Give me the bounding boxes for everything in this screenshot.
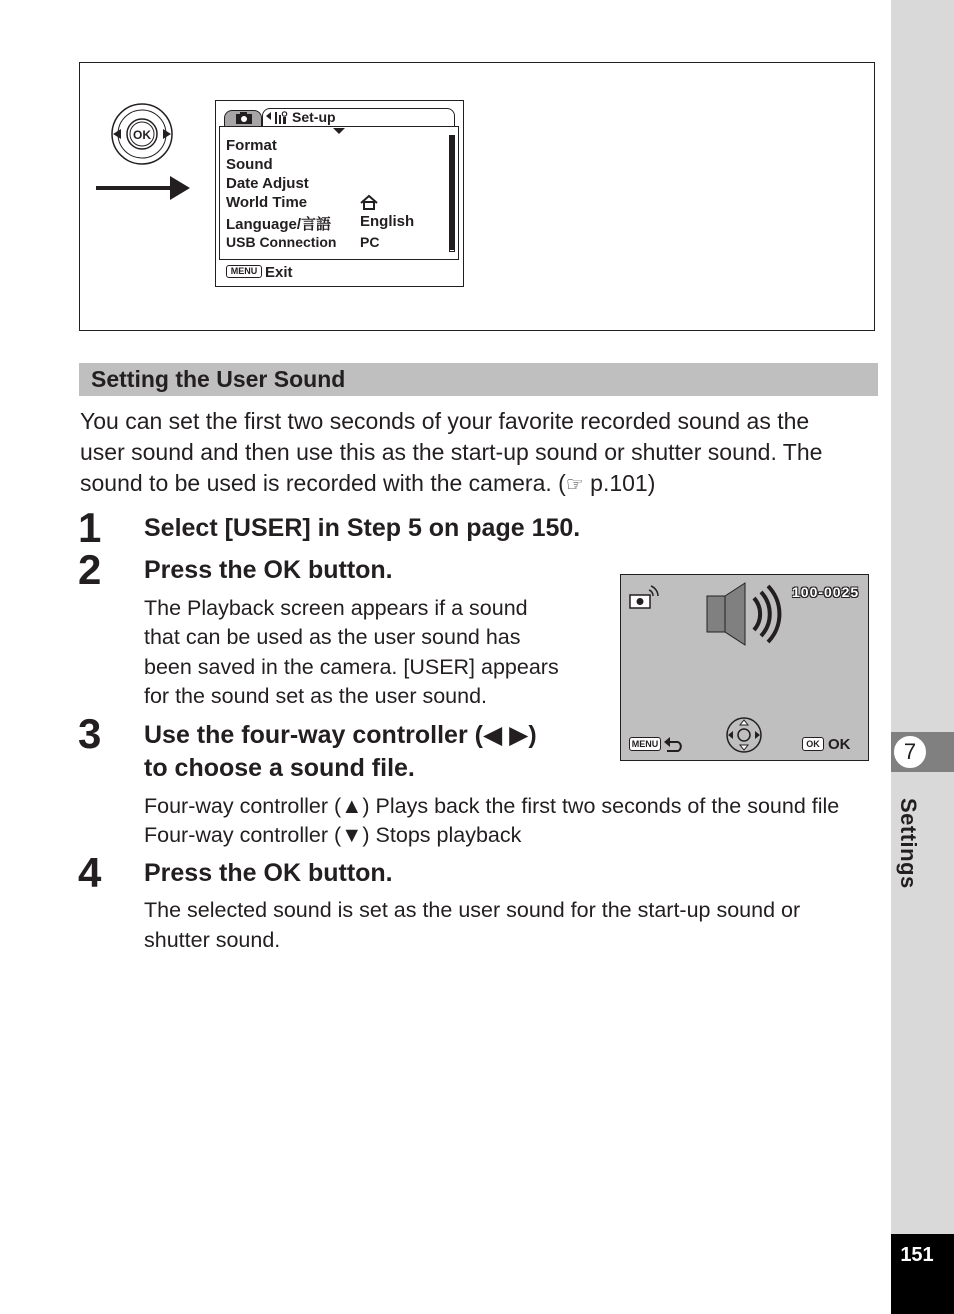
intro-line-2: user sound and then use this as the start-up sound or shutter sound. The [80,439,823,465]
arrow-head [170,176,190,200]
step-3-body-line-2: Four-way controller (▼) Stops playback [144,823,522,847]
scrollbar-thumb[interactable] [450,136,454,250]
step-2-body-line-4: for the sound set as the user sound. [144,684,488,708]
illustration-frame [79,62,875,331]
step-2-body-line-3: been saved in the camera. [USER] appears [144,655,559,679]
step-2-body-line-1: The Playback screen appears if a sound [144,596,528,620]
intro-line-1: You can set the first two seconds of your favorite recorded sound as the [80,408,810,434]
chapter-number: 7 [893,735,927,769]
arrow-line [96,186,172,190]
step-3-body-line-1: Four-way controller (▲) Plays back the first two seconds of the sound file [144,794,840,818]
step-1-number: 1 [78,504,102,551]
step-1-title: Select [USER] in Step 5 on page 150. [144,514,581,542]
svg-text:OK: OK [133,128,151,142]
step-3-title-line-2: to choose a sound file. [144,754,415,782]
tab-setup[interactable] [262,108,455,127]
step-3-number: 3 [78,710,102,757]
section-title: Setting the User Sound [91,366,346,392]
speaker-icon [704,580,784,648]
camera-icon [235,111,253,125]
menu-key: MENU [226,265,262,278]
exit-label: Exit [265,264,293,281]
intro-line-3 [80,470,655,497]
playback-menu-key: MENU [629,737,661,751]
step-2-title: Press the OK button. [144,556,393,584]
wrench-icon [264,110,290,126]
step-4-body-line-1: The selected sound is set as the user sound for the start-up sound or [144,898,801,922]
sound-mode-icon [629,584,663,610]
intro-page-ref: p.101) [583,470,656,496]
menu-value-language: English [360,213,415,230]
menu-item-language[interactable]: Language/言語 [226,216,332,233]
page-number: 151 [900,1244,934,1266]
back-arrow-icon [662,735,686,753]
step-2-number: 2 [78,546,102,593]
menu-item-usb-connection[interactable]: USB Connection [226,234,337,250]
step-2-body-line-2: that can be used as the user sound has [144,625,521,649]
chapter-label: Settings [896,798,921,889]
step-4-title: Press the OK button. [144,859,393,887]
intro-line-3-text: sound to be used is recorded with the camera. ( [80,470,566,496]
four-way-ok-icon [108,102,176,166]
step-4-number: 4 [78,849,102,896]
step-3-title-line-1: Use the four-way controller (◀ ▶) [144,721,537,749]
page-reference-icon: ☞ [565,472,584,496]
step-4-body-line-2: shutter sound. [144,928,281,952]
side-strip [891,0,954,1314]
playback-ok-key: OK [802,737,824,751]
tab-setup-label: Set-up [292,109,336,125]
menu-item-sound[interactable]: Sound [226,156,273,173]
home-icon [359,194,379,210]
playback-ok-label: OK [828,736,851,753]
menu-item-date-adjust[interactable]: Date Adjust [226,175,309,192]
menu-value-usb-connection: PC [360,234,380,250]
menu-item-world-time[interactable]: World Time [226,194,308,211]
menu-item-format[interactable]: Format [226,137,277,154]
four-way-icon [724,716,764,754]
file-counter: 100-0025 [792,584,860,600]
